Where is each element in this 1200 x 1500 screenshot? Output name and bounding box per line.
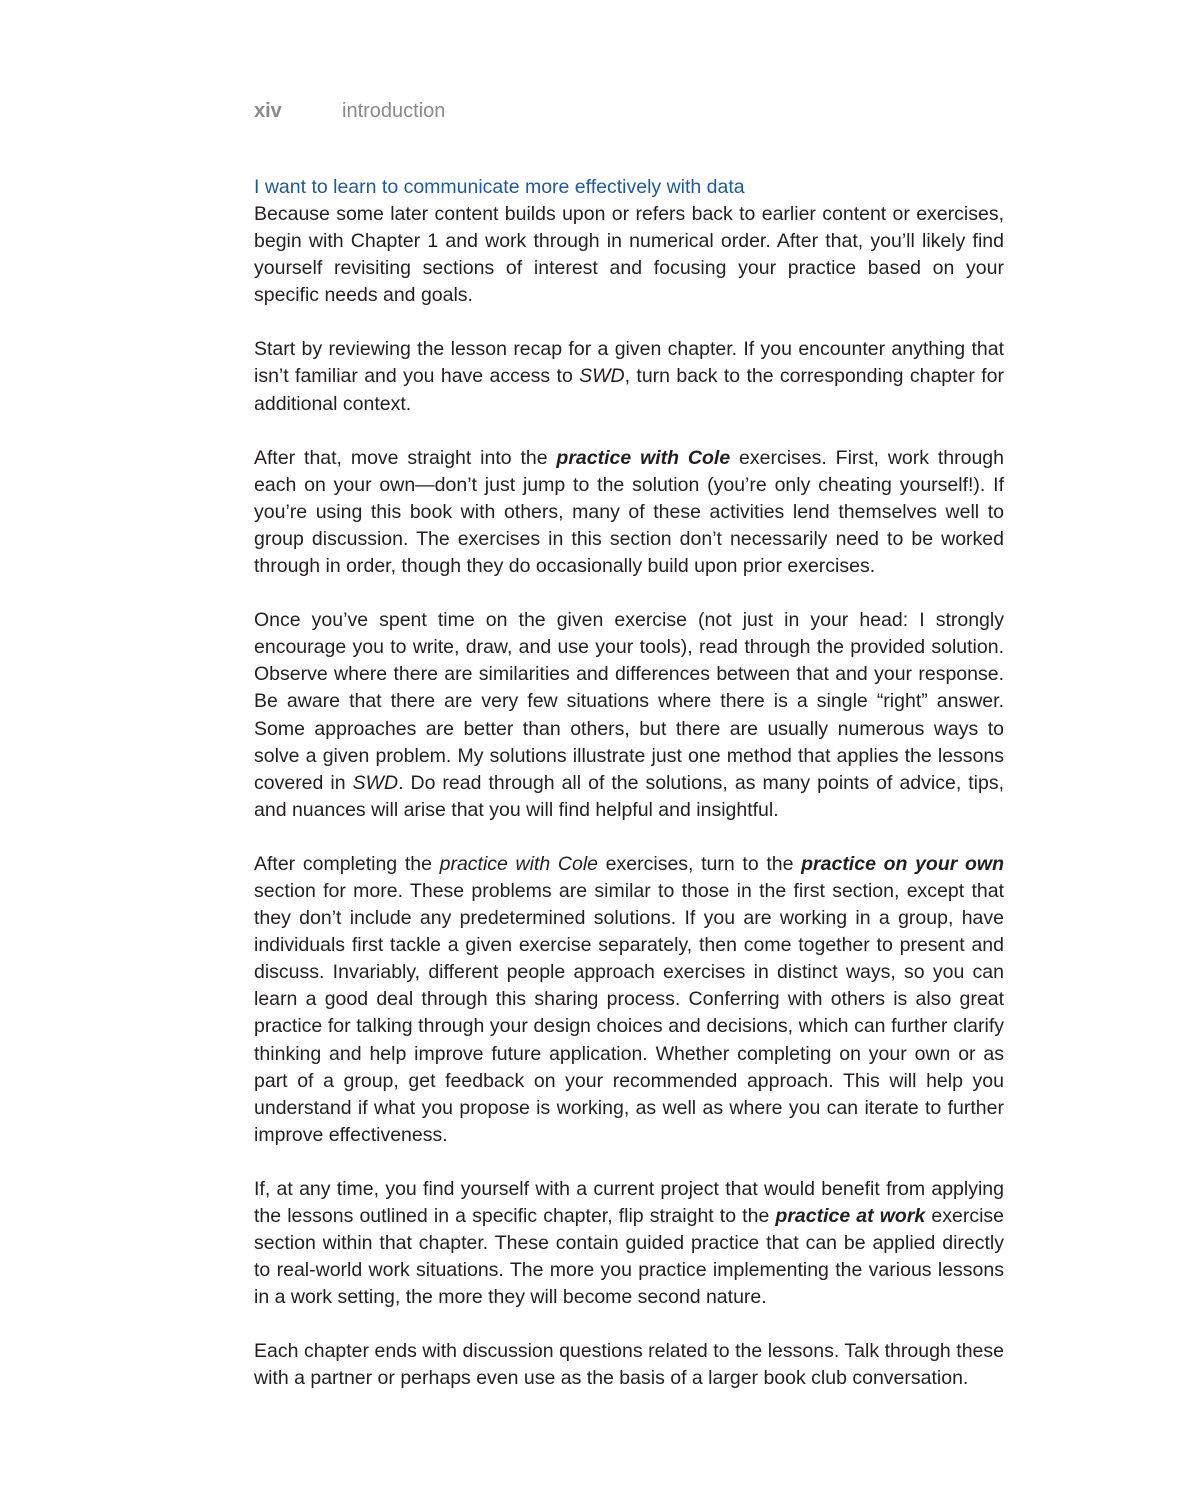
paragraph-1 xyxy=(254,201,1004,309)
section-heading: I want to learn to communicate more effectively with data xyxy=(254,176,745,198)
section-reference: practice with Cole xyxy=(556,446,731,469)
page-number: xiv xyxy=(254,100,282,122)
section-reference: practice on your own xyxy=(801,852,1004,875)
paragraph-3 xyxy=(254,445,1004,580)
paragraph-4 xyxy=(254,607,1004,824)
paragraph-7 xyxy=(254,1338,1004,1392)
paragraph-text: . Do read through all of the solutions, as many points of advice, tips, and nuances will arise that you will find helpful and insightful. xyxy=(254,771,1004,821)
paragraph-text: section for more. These problems are similar to those in the first section, except that they don’t include any predetermined solutions. If you are working in a group, have individuals first tackle a given exercise separately, then come together to present and discuss. Invariably, different people approach exercises in distinct ways, so you can learn a good deal through this sharing process. Conferring with others is also great practice for talking through your design choices and decisions, which can further clarify thinking and help improve future application. Whether completing on your own or as part of a group, get feedback on your recommended approach. This will help you understand if what you propose is working, as well as where you can iterate to further improve effectiveness. xyxy=(254,879,1004,1146)
paragraph-5 xyxy=(254,851,1004,1149)
section-reference: practice with Cole xyxy=(439,852,599,875)
section-reference: practice at work xyxy=(775,1205,926,1227)
paragraph-text: After completing the xyxy=(254,852,440,875)
paragraph-text: Each chapter ends with discussion questions related to the lessons. Talk through these with a partner or perhaps even use as the basis of a larger book club conversation. xyxy=(254,1340,1004,1390)
paragraph-text: Because some later content builds upon or refers back to earlier content or exercises, begin with Chapter 1 and work through in numerical order. After that, you’ll likely find yourself revisiting sections of interest and focusing your practice based on your specific needs and goals. xyxy=(254,203,1004,307)
paragraph-text: Once you’ve spent time on the given exercise (not just in your head: I strongly encourage you to write, draw, and use your tools), read through the provided solution. Observe where there are similarities and differences between that and your response. Be aware that there are very few situations where there is a single “right” answer. Some approaches are better than others, but there are usually numerous ways to solve a given problem. My solutions illustrate just one method that applies the lessons covered in xyxy=(254,609,1004,794)
paragraph-text: exercise section within that chapter. These contain guided practice that can be applied directly to real-world work situations. The more you practice implementing the various lessons in a work setting, the more they will become second nature. xyxy=(254,1205,1005,1309)
running-head xyxy=(254,100,445,128)
page-body xyxy=(254,174,1004,1393)
book-abbreviation: SWD xyxy=(579,365,625,388)
paragraph-text: exercises. First, work through each on your own—don’t just jump to the solution (you’re only cheating yourself!). If you’re using this book with others, many of these activities lend themselves well to group discussion. The exercises in this section don’t necessarily need to be worked through in order, though they do occasionally build upon prior exercises. xyxy=(254,446,1004,578)
paragraph-text: After that, move straight into the xyxy=(254,446,557,469)
paragraph-text: If, at any time, you find yourself with a current project that would benefit from applying the lessons outlined in a specific chapter, flip straight to the xyxy=(254,1177,1004,1227)
book-abbreviation: SWD xyxy=(352,771,399,794)
paragraph-6 xyxy=(254,1176,1004,1311)
paragraph-2 xyxy=(254,336,1004,417)
chapter-title: introduction xyxy=(342,100,446,122)
paragraph-text: exercises, turn to the xyxy=(598,852,802,875)
paragraph-text: Start by reviewing the lesson recap for a given chapter. If you encounter anything that isn’t familiar and you have access to xyxy=(254,338,1004,388)
paragraph-text: , turn back to the corresponding chapter for additional context. xyxy=(254,365,1004,415)
